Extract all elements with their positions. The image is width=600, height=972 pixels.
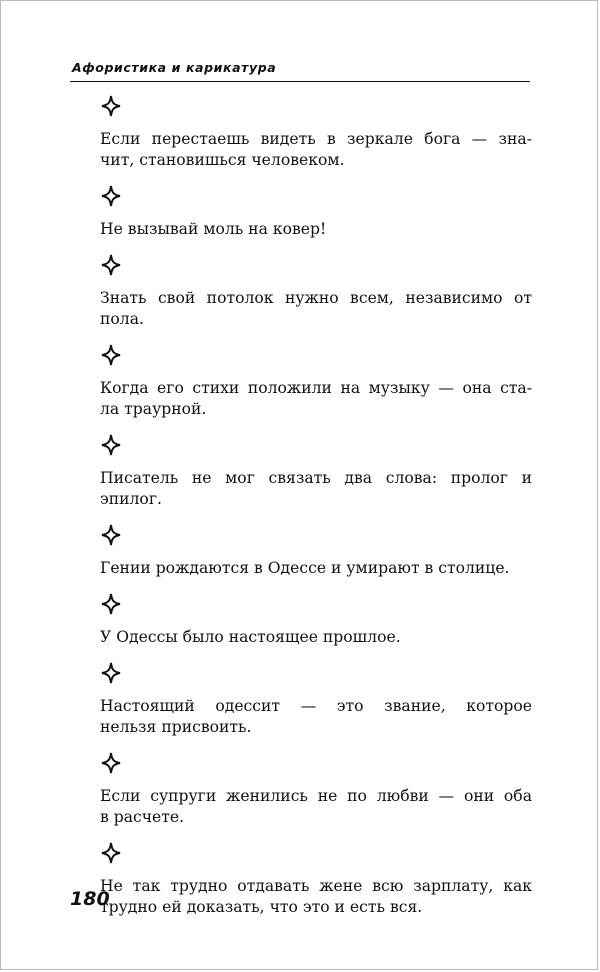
running-head-title: Афористика и карикатура <box>72 60 277 75</box>
aphorism-line: Не вызывай моль на ковер! <box>100 220 327 238</box>
aphorism-line: Писатель не мог связать два слова: пролог и <box>100 469 532 487</box>
page-number: 180 <box>70 888 110 910</box>
aphorism-line: трудно ей доказать, что это и есть вся. <box>100 898 423 916</box>
aphorism-line: ла траурной. <box>100 400 207 418</box>
four-point-star-icon <box>101 344 123 366</box>
aphorism-line: нельзя присвоить. <box>100 718 252 736</box>
four-point-star-icon <box>101 434 123 456</box>
four-point-star-icon <box>101 185 123 207</box>
four-point-star-icon <box>101 95 123 117</box>
aphorism-line: Не так трудно отдавать жене всю зарплату, как <box>100 877 532 895</box>
aphorism-item <box>100 593 532 648</box>
four-point-star-icon <box>101 752 123 774</box>
four-point-star-icon <box>101 842 123 864</box>
aphorism-text <box>100 627 532 648</box>
aphorism-text <box>100 219 532 240</box>
aphorism-item <box>100 254 532 330</box>
four-point-star-icon <box>101 593 123 615</box>
aphorism-line: Если перестаешь видеть в зеркале бога — зна- <box>100 130 532 148</box>
aphorism-text <box>100 696 532 738</box>
four-point-star-icon <box>101 662 123 684</box>
aphorism-line: У Одессы было настоящее прошлое. <box>100 628 401 646</box>
aphorism-line: Настоящий одессит — это звание, которое <box>100 697 532 715</box>
aphorism-item <box>100 434 532 510</box>
aphorism-text <box>100 558 532 579</box>
four-point-star-icon <box>101 254 123 276</box>
aphorism-line: Знать свой потолок нужно всем, независимо от <box>100 289 532 307</box>
aphorism-line: Гении рождаются в Одессе и умирают в столице. <box>100 559 510 577</box>
aphorism-item <box>100 185 532 240</box>
running-head <box>70 59 530 82</box>
aphorism-line: в расчете. <box>100 808 185 826</box>
aphorism-text <box>100 378 532 420</box>
aphorism-line: чит, становишься человеком. <box>100 151 345 169</box>
aphorism-text <box>100 786 532 828</box>
aphorism-item <box>100 344 532 420</box>
aphorism-item <box>100 95 532 171</box>
aphorism-text <box>100 468 532 510</box>
aphorism-line: Если супруги женились не по любви — они оба <box>100 787 532 805</box>
four-point-star-icon <box>101 524 123 546</box>
aphorism-line: пола. <box>100 310 144 328</box>
aphorism-line: эпилог. <box>100 490 162 508</box>
aphorism-item <box>100 752 532 828</box>
aphorism-line: Когда его стихи положили на музыку — она ста- <box>100 379 532 397</box>
aphorism-item <box>100 524 532 579</box>
aphorism-text <box>100 129 532 171</box>
aphorism-list <box>100 95 532 932</box>
aphorism-item <box>100 842 532 918</box>
aphorism-text <box>100 288 532 330</box>
aphorism-item <box>100 662 532 738</box>
aphorism-text <box>100 876 532 918</box>
